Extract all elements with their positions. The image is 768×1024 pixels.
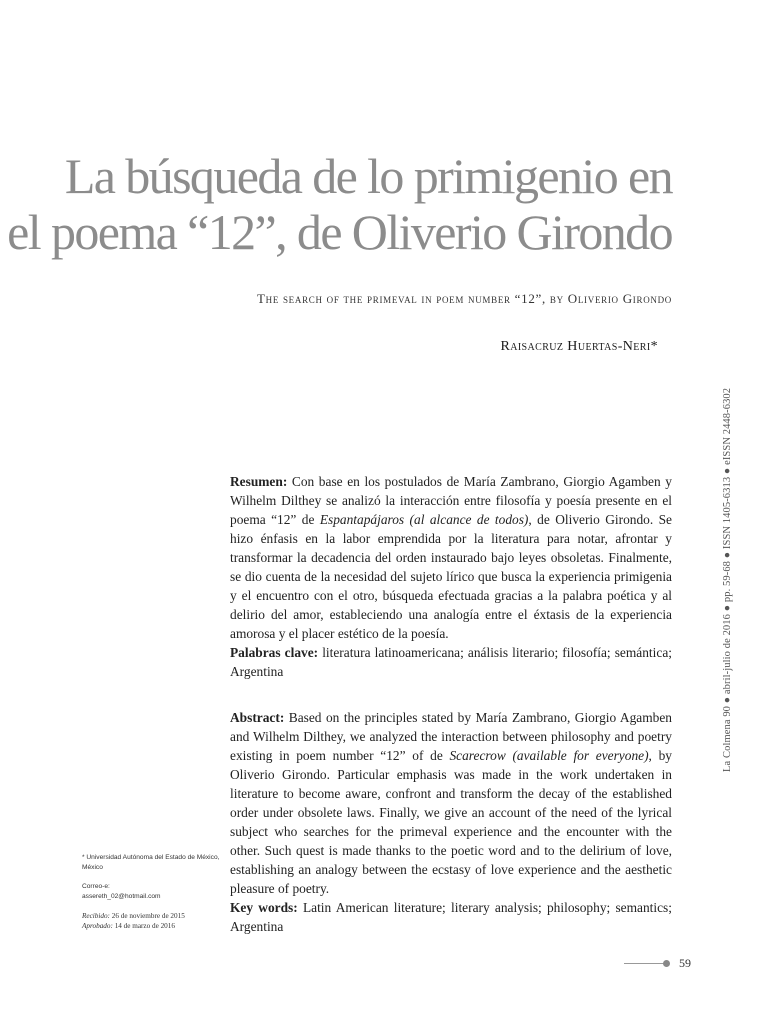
email-label: Correo-e: [82, 883, 110, 890]
article-title-line-1: La búsqueda de lo primigenio en [64, 148, 672, 204]
palabras-clave-text: literatura latinoamericana; análisis literario; filosofía; semántica; Argentina [230, 645, 672, 679]
footer-rule [624, 963, 664, 964]
journal-sidebar [722, 362, 738, 772]
approved-value: 14 de marzo de 2016 [112, 922, 175, 930]
article-title [7, 148, 672, 260]
author-name: Raisacruz Huertas-Neri* [500, 339, 658, 354]
approved-date [82, 921, 222, 931]
resumen-text-1: Con base en los postulados de María Zambrano, Giorgio Agamben y Wilhelm Dilthey se analizó la interacción entre filosofía y poesía presente en el poema “12” de [230, 474, 672, 527]
page-number: 59 [679, 956, 691, 970]
resumen-label: Resumen: [230, 474, 288, 489]
key-words [230, 898, 672, 936]
abstract-text-1: Based on the principles stated by María Zambrano, Giorgio Agamben and Wilhelm Dilthey, we analyzed the interaction between philosophy and poetry existing in poem number “12” of de [230, 710, 672, 763]
key-words-text: Latin American literature; literary analysis; philosophy; semantics; Argentina [230, 900, 672, 934]
abstract-label: Abstract: [230, 710, 285, 725]
key-words-label: Key words: [230, 900, 298, 915]
resumen-section [230, 472, 672, 681]
journal-info: La Colmena 90 ● abril-julio de 2016 ● pp. 59-68 ● ISSN 1405-6313 ● eISSN 2448-6302 [722, 387, 733, 772]
palabras-clave-label: Palabras clave: [230, 645, 319, 660]
approved-label: Aprobado: [82, 922, 113, 930]
affiliation: * Universidad Autónoma del Estado de México, México [82, 854, 220, 871]
resumen-italic-title: Espantapájaros (al alcance de todos) [319, 512, 529, 527]
footer-dot-icon [663, 960, 670, 967]
received-label: Recibido: [82, 912, 110, 920]
english-subtitle: The search of the primeval in poem number “12”, by Oliverio Girondo [256, 291, 672, 306]
abstract-italic-title: Scarecrow (available for everyone) [449, 748, 649, 763]
abstract-text-2: , by Oliverio Girondo. Particular emphasis was made in the work undertaken in literature to become aware, confront and transform the decay of the established order under obsolete laws. Finally, we give an account of the need of the lyrical subject who searches for the primeval experience and the encounter with the other. Such quest is made thanks to the poetic word and to the delirium of love, establishing an analogy between the ecstasy of love experience and the aesthetic pleasure of poetry. [230, 748, 672, 896]
abstract-paragraph [230, 708, 672, 898]
palabras-clave [230, 643, 672, 681]
email-block [82, 882, 222, 901]
received-date [82, 911, 222, 921]
resumen-paragraph [230, 472, 672, 643]
article-title-line-2: el poema “12”, de Oliverio Girondo [7, 204, 672, 260]
resumen-text-2: , de Oliverio Girondo. Se hizo énfasis en la labor emprendida por la literatura para notar, afrontar y transformar la decadencia del orden instaurado bajo leyes obsoletas. Finalmente, se dio cuenta de la necesidad del sujeto lírico que busca la experiencia primigenia y el encuentro con el otro, búsqueda efectuada gracias a la palabra poética y al delirio del amor, estableciendo una analogía entre el éxtasis de la experiencia amorosa y el placer estético de la poesía. [230, 512, 673, 641]
abstract-section [230, 708, 672, 936]
dates-block [82, 911, 222, 931]
author-footnote [82, 853, 222, 931]
email-address: assereth_02@hotmail.com [82, 892, 161, 900]
received-value: 26 de noviembre de 2015 [109, 912, 185, 920]
